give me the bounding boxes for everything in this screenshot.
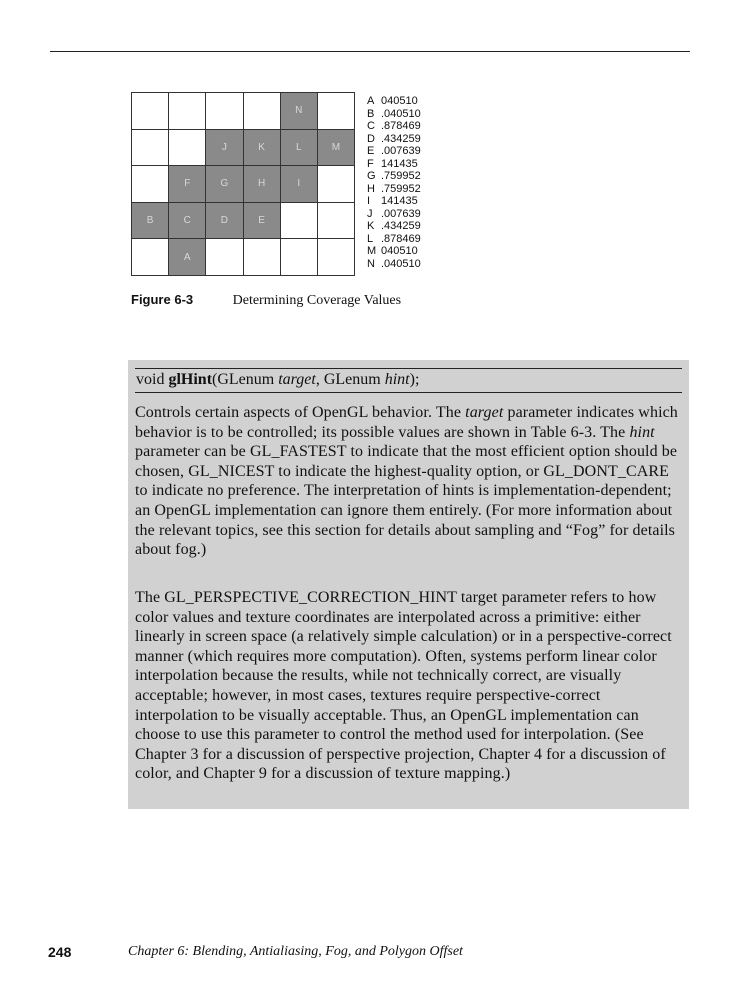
coverage-row — [367, 170, 421, 183]
coverage-letter: E — [367, 145, 375, 157]
text-run: parameter indicates which behavior is to be controlled; its possible values are shown in Table 6-3. The — [135, 404, 678, 441]
grid-cell-b: B — [132, 203, 169, 240]
grid-cell-j: J — [206, 130, 243, 167]
grid-cell — [206, 93, 243, 130]
grid-cell-h: H — [244, 166, 281, 203]
grid-cell-l: L — [281, 130, 318, 167]
coverage-letter: D — [367, 132, 375, 145]
coverage-letter: I — [367, 195, 371, 207]
grid-cell — [318, 93, 355, 130]
coverage-letter: A — [367, 95, 375, 107]
coverage-letter: F — [367, 157, 374, 170]
grid-cell-i: I — [281, 166, 318, 203]
grid-cell — [206, 239, 243, 276]
coverage-row — [367, 145, 421, 158]
coverage-value: .040510 — [381, 107, 421, 120]
function-prototype — [136, 369, 419, 391]
header-rule — [50, 51, 690, 52]
grid-cell — [318, 239, 355, 276]
description-paragraph-1 — [135, 403, 683, 560]
coverage-row — [367, 245, 421, 258]
coverage-row — [367, 233, 421, 246]
function-name: glHint — [168, 371, 213, 388]
param1-name: target — [278, 371, 316, 388]
coverage-row — [367, 258, 421, 271]
coverage-value: .007639 — [381, 145, 421, 157]
grid-cell — [244, 93, 281, 130]
grid-cell-e: E — [244, 203, 281, 240]
close-paren: ); — [409, 371, 420, 388]
grid-cell — [281, 239, 318, 276]
coverage-letter: B — [367, 107, 375, 120]
grid-cell — [132, 239, 169, 276]
grid-cell-d: D — [206, 203, 243, 240]
coverage-value: 040510 — [381, 245, 418, 257]
page-number: 248 — [48, 944, 72, 960]
grid-cell — [132, 166, 169, 203]
open-paren: ( — [212, 371, 218, 388]
coverage-row — [367, 120, 421, 133]
return-type: void — [136, 371, 165, 388]
grid-cell — [169, 93, 206, 130]
figure-number: Figure 6-3 — [131, 292, 194, 307]
param2-name: hint — [384, 371, 410, 388]
coverage-letter: K — [367, 220, 375, 232]
coverage-grid-figure — [131, 92, 355, 276]
coverage-row — [367, 183, 421, 196]
grid-cell — [318, 203, 355, 240]
coverage-letter: N — [367, 257, 375, 270]
param1-type: GLenum — [217, 371, 275, 388]
coverage-value: .878469 — [381, 232, 421, 245]
grid-cell — [281, 203, 318, 240]
coverage-letter: L — [367, 232, 374, 245]
grid-cell-k: K — [244, 130, 281, 167]
coverage-value: .007639 — [381, 207, 421, 220]
coverage-letter: C — [367, 120, 375, 132]
figure-caption-text: Determining Coverage Values — [232, 293, 402, 308]
figure-caption — [131, 292, 401, 309]
grid-cell-g: G — [206, 166, 243, 203]
coverage-value: 141435 — [381, 195, 418, 207]
grid-cell — [169, 130, 206, 167]
coverage-row — [367, 95, 421, 108]
coverage-letter: G — [367, 170, 376, 182]
grid-cell — [318, 166, 355, 203]
param-separator: , — [315, 371, 324, 388]
coverage-value: .434259 — [381, 132, 421, 145]
grid-cell — [132, 130, 169, 167]
text-run: parameter can be GL_FASTEST to indicate that the most efficient option should be chosen, GL_NICEST to indicate the highest-quality option, or GL_DONT_CARE to indicate no preference. The interpretation of hints is implementation-dependent; an OpenGL implementation can ignore them entirely. (For more information about the relevant topics, see this section for details about sampling and “Fog” for details about fog.) — [135, 443, 678, 559]
coverage-row — [367, 133, 421, 146]
text-run: Controls certain aspects of OpenGL behavior. The — [135, 404, 466, 421]
param-reference: hint — [629, 423, 655, 441]
coverage-value: .759952 — [381, 182, 421, 195]
grid-cell — [244, 239, 281, 276]
grid-cell-f: F — [169, 166, 206, 203]
grid-cell-c: C — [169, 203, 206, 240]
grid-cell-m: M — [318, 130, 355, 167]
coverage-value: .759952 — [381, 170, 421, 182]
coverage-value: 141435 — [381, 157, 418, 170]
coverage-row — [367, 158, 421, 171]
function-reference-box — [128, 360, 689, 809]
coverage-value: .040510 — [381, 257, 421, 270]
coverage-row — [367, 195, 421, 208]
description-paragraph-2: The GL_PERSPECTIVE_CORRECTION_HINT target parameter refers to how color values and texture coordinates are interpolated across a primitive: either linearly in screen space (a relatively simple calculation) or in a perspective-correct manner (which requires more computation). Often, systems perform linear color interpolation because the results, while not technically correct, are visually acceptable; however, in most cases, textures require perspective-correct interpolation to be visually acceptable. Thus, an OpenGL implementation can choose to use this parameter to control the method used for interpolation. (See Chapter 3 for a discussion of perspective projection, Chapter 4 for a discussion of color, and Chapter 9 for a discussion of texture mapping.) — [135, 589, 672, 783]
grid-cell-a: A — [169, 239, 206, 276]
param2-type: GLenum — [323, 371, 381, 388]
grid-cell — [132, 93, 169, 130]
coverage-letter: J — [367, 207, 373, 220]
coverage-row — [367, 108, 421, 121]
param-reference: target — [465, 404, 504, 421]
grid-cell-n: N — [281, 93, 318, 130]
coverage-value: .434259 — [381, 220, 421, 232]
coverage-value: .878469 — [381, 120, 421, 132]
coverage-value: 040510 — [381, 95, 418, 107]
coverage-letter: H — [367, 182, 375, 195]
coverage-values-list — [367, 95, 421, 270]
coverage-row — [367, 208, 421, 221]
coverage-letter: M — [367, 245, 377, 257]
coverage-row — [367, 220, 421, 233]
prototype-rule-bottom — [135, 392, 682, 393]
running-footer: Chapter 6: Blending, Antialiasing, Fog, and Polygon Offset — [128, 944, 463, 959]
